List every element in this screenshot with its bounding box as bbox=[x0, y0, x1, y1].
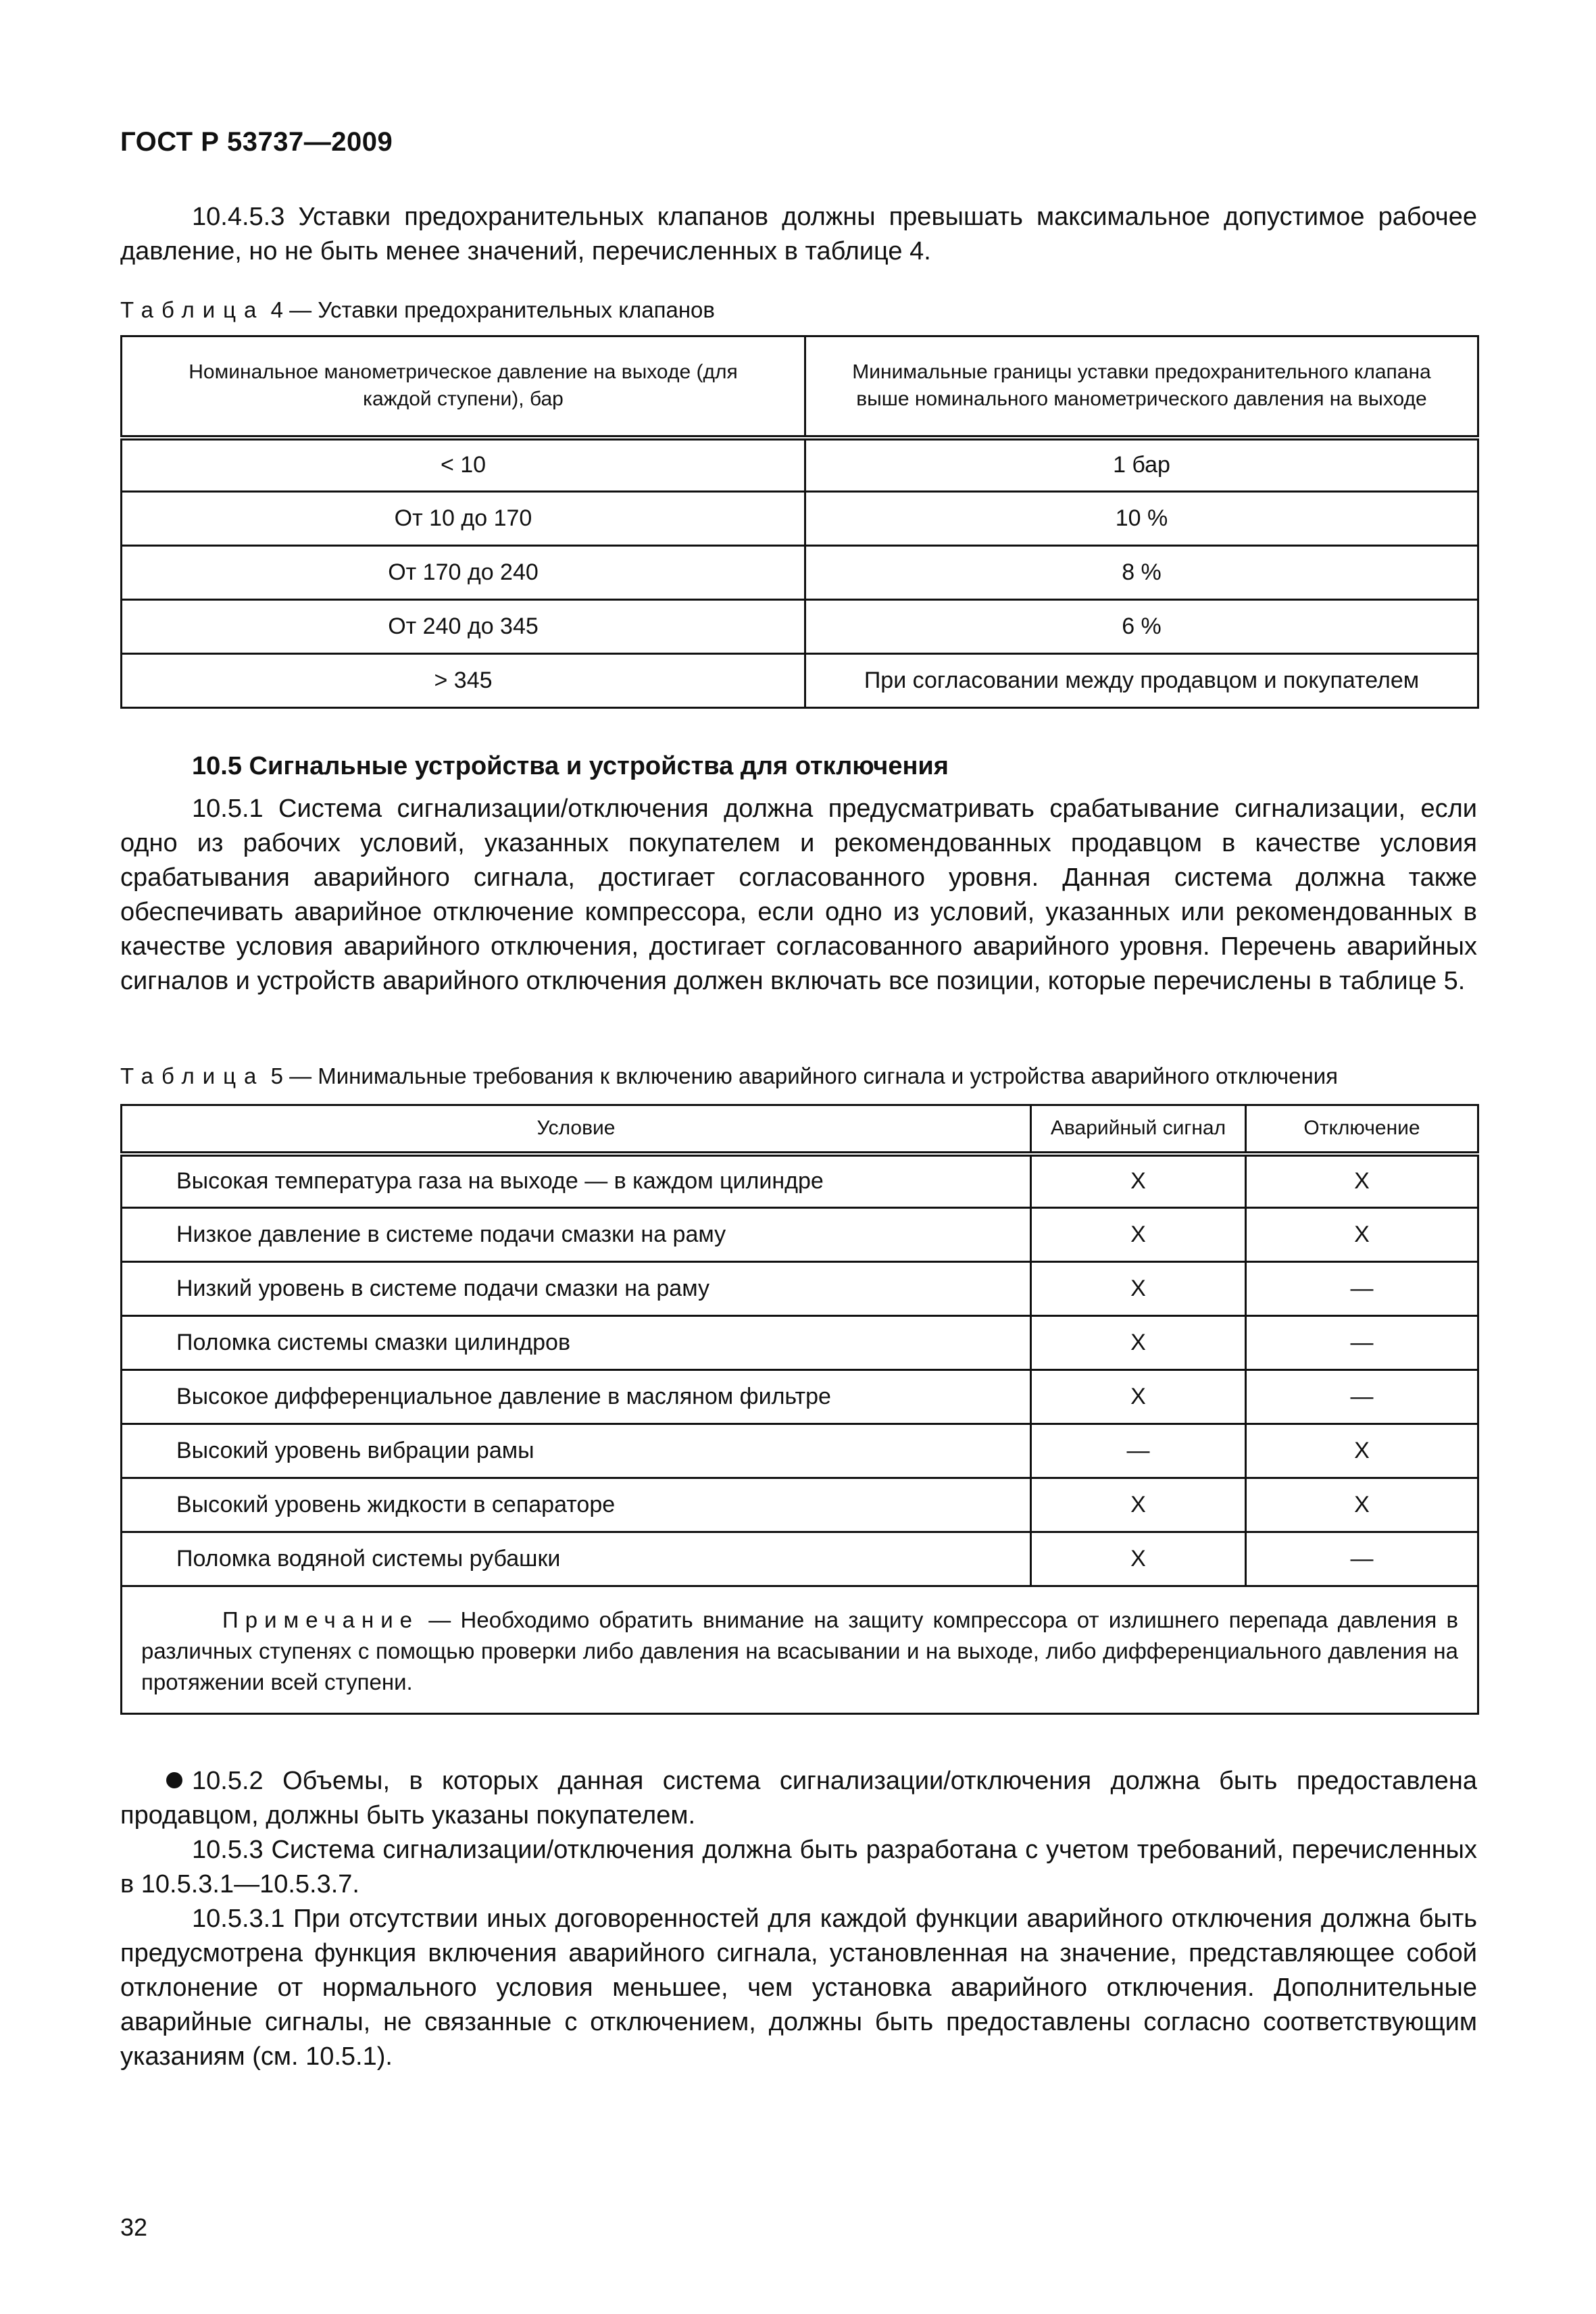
table4-cell: От 170 до 240 bbox=[122, 546, 805, 600]
table5-caption-text: 5 — Минимальные требования к включению аварийного сигнала и устройства аварийного отключения bbox=[270, 1063, 1339, 1088]
table5-row bbox=[122, 1154, 1478, 1208]
table4-caption bbox=[120, 297, 715, 323]
table5-alarm-cell: — bbox=[1031, 1424, 1246, 1478]
table4-cell: От 240 до 345 bbox=[122, 600, 805, 654]
table4-row bbox=[122, 600, 1478, 654]
table4-cell: При согласовании между продавцом и покупателем bbox=[805, 654, 1478, 708]
table5-row bbox=[122, 1370, 1478, 1424]
table5 bbox=[120, 1104, 1479, 1715]
table5-condition-cell: Высокий уровень жидкости в сепараторе bbox=[122, 1478, 1031, 1532]
table5-shutdown-cell: — bbox=[1246, 1370, 1478, 1424]
table5-alarm-cell: X bbox=[1031, 1262, 1246, 1316]
table5-row bbox=[122, 1478, 1478, 1532]
table4-caption-label: Таблица bbox=[120, 297, 265, 322]
table5-caption-label: Таблица bbox=[120, 1063, 265, 1088]
paragraph-10-5-3-1: 10.5.3.1 При отсутствии иных договоренностей для каждой функции аварийного отключения должна быть предусмотрена функция включения аварийного сигнала, установленная на значение, представляющее собой отклонение от нормального условия меньшее, чем установка аварийного отключения. Дополнительные аварийные сигналы, не связанные с отключением, должны быть предоставлены согласно соответствующим указаниям (см. 10.5.1). bbox=[120, 1905, 1477, 2071]
table5-shutdown-cell: X bbox=[1246, 1478, 1478, 1532]
table4-caption-text: 4 — Уставки предохранительных клапанов bbox=[270, 297, 715, 322]
table4-cell: От 10 до 170 bbox=[122, 492, 805, 546]
table5-row bbox=[122, 1262, 1478, 1316]
table5-row bbox=[122, 1316, 1478, 1370]
table5-shutdown-cell: X bbox=[1246, 1208, 1478, 1262]
bullet-marker-icon bbox=[166, 1772, 182, 1788]
table4-cell: 8 % bbox=[805, 546, 1478, 600]
paragraph-10-4-5-3: 10.4.5.3 Уставки предохранительных клапанов должны превышать максимальное допустимое рабочее давление, но не быть менее значений, перечисленных в таблице 4. bbox=[120, 203, 1477, 266]
table4-header-setpoint: Минимальные границы уставки предохранительного клапана выше номинального манометрического давления на выходе bbox=[805, 336, 1478, 438]
table4-header-pressure: Номинальное манометрическое давление на выходе (для каждой ступени), бар bbox=[122, 336, 805, 438]
table5-shutdown-cell: X bbox=[1246, 1424, 1478, 1478]
section-10-5-heading: 10.5 Сигнальные устройства и устройства для отключения bbox=[192, 752, 949, 780]
table5-alarm-cell: X bbox=[1031, 1532, 1246, 1586]
table5-alarm-cell: X bbox=[1031, 1208, 1246, 1262]
table5-condition-cell: Высокая температура газа на выходе — в каждом цилиндре bbox=[122, 1154, 1031, 1208]
table4-cell: 6 % bbox=[805, 600, 1478, 654]
table4-cell: > 345 bbox=[122, 654, 805, 708]
table5-condition-cell: Низкий уровень в системе подачи смазки на раму bbox=[122, 1262, 1031, 1316]
paragraph-10-5-2 bbox=[120, 1764, 1477, 1833]
table5-row bbox=[122, 1424, 1478, 1478]
table5-shutdown-cell: X bbox=[1246, 1154, 1478, 1208]
page-number: 32 bbox=[120, 2213, 148, 2241]
table5-row bbox=[122, 1532, 1478, 1586]
table5-alarm-cell: X bbox=[1031, 1478, 1246, 1532]
table5-alarm-cell: X bbox=[1031, 1316, 1246, 1370]
table5-note-row bbox=[122, 1586, 1478, 1714]
table5-row bbox=[122, 1208, 1478, 1262]
table5-header-condition: Условие bbox=[122, 1105, 1031, 1154]
table5-caption bbox=[120, 1063, 1338, 1089]
table5-note bbox=[122, 1586, 1478, 1714]
table5-condition-cell: Низкое давление в системе подачи смазки на раму bbox=[122, 1208, 1031, 1262]
table4-cell: 1 бар bbox=[805, 438, 1478, 492]
table5-note-text: — Необходимо обратить внимание на защиту компрессора от излишнего перепада давления в различных ступенях с помощью проверки либо давления на всасывании и на выходе, либо дифференциального давления на протяжении всей ступени. bbox=[141, 1607, 1458, 1694]
table4-row bbox=[122, 438, 1478, 492]
table5-condition-cell: Высокий уровень вибрации рамы bbox=[122, 1424, 1031, 1478]
table5-alarm-cell: X bbox=[1031, 1154, 1246, 1208]
table4-row bbox=[122, 492, 1478, 546]
table5-shutdown-cell: — bbox=[1246, 1532, 1478, 1586]
document-code-header: ГОСТ Р 53737—2009 bbox=[120, 127, 393, 157]
table5-condition-cell: Поломка водяной системы рубашки bbox=[122, 1532, 1031, 1586]
table5-header-shutdown: Отключение bbox=[1246, 1105, 1478, 1154]
table5-alarm-cell: X bbox=[1031, 1370, 1246, 1424]
paragraph-10-5-3: 10.5.3 Система сигнализации/отключения должна быть разработана с учетом требований, перечисленных в 10.5.3.1—10.5.3.7. bbox=[120, 1836, 1477, 1898]
table4-cell: 10 % bbox=[805, 492, 1478, 546]
table4-row bbox=[122, 546, 1478, 600]
table5-shutdown-cell: — bbox=[1246, 1262, 1478, 1316]
paragraph-10-5-1: 10.5.1 Система сигнализации/отключения должна предусматривать срабатывание сигнализации, если одно из рабочих условий, указанных покупателем и рекомендованных продавцом в качестве условия срабатывания аварийного сигнала, достигает согласованного уровня. Данная система должна также обеспечивать аварийное отключение компрессора, если одно из условий, указанных или рекомендованных в качестве условия аварийного отключения, достигает согласованного аварийного уровня. Перечень аварийных сигналов и устройств аварийного отключения должен включать все позиции, которые перечислены в таблице 5. bbox=[120, 795, 1477, 995]
table5-shutdown-cell: — bbox=[1246, 1316, 1478, 1370]
table4-row bbox=[122, 654, 1478, 708]
table4-cell: < 10 bbox=[122, 438, 805, 492]
table5-condition-cell: Высокое дифференциальное давление в масляном фильтре bbox=[122, 1370, 1031, 1424]
table5-header-alarm: Аварийный сигнал bbox=[1031, 1105, 1246, 1154]
table5-note-label: Примечание bbox=[222, 1607, 420, 1632]
paragraph-10-5-2-text: 10.5.2 Объемы, в которых данная система сигнализации/отключения должна быть предоставлена продавцом, должны быть указаны покупателем. bbox=[120, 1767, 1477, 1830]
table5-condition-cell: Поломка системы смазки цилиндров bbox=[122, 1316, 1031, 1370]
table4 bbox=[120, 335, 1479, 709]
